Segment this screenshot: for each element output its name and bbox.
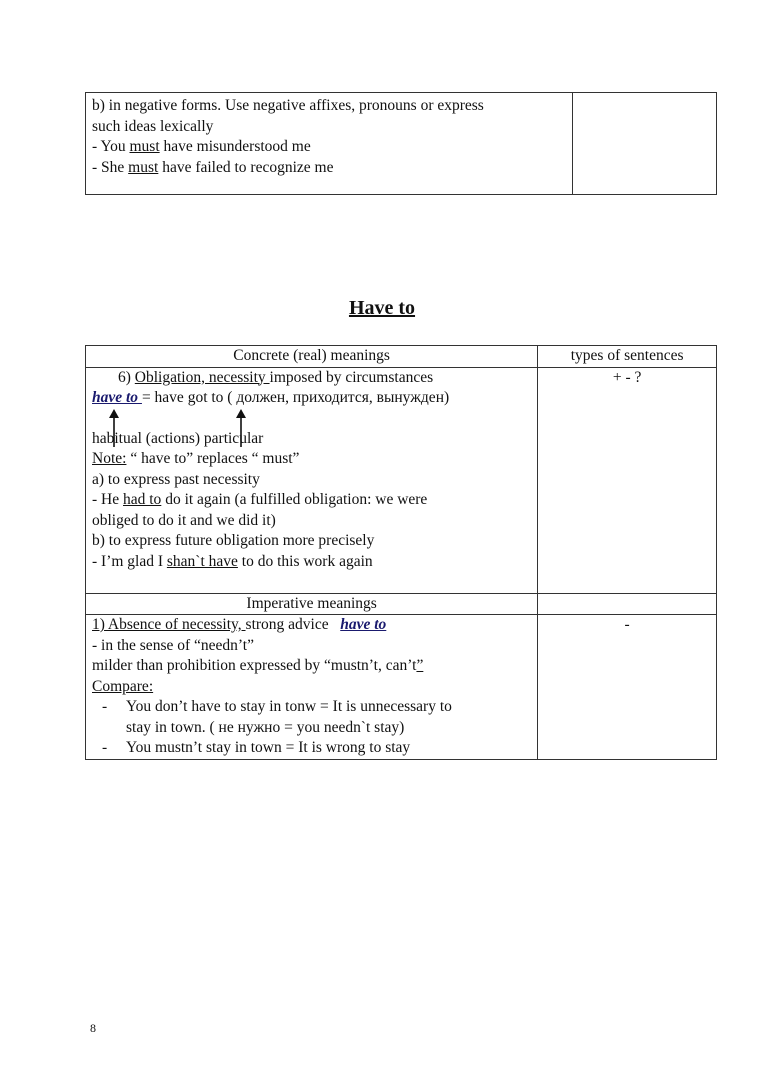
table-top-right-cell bbox=[572, 93, 716, 195]
text-line: 6) Obligation, necessity imposed by circumstances bbox=[118, 368, 434, 386]
example-line: - You must have misunderstood me bbox=[92, 138, 311, 155]
page-number: 8 bbox=[90, 1021, 96, 1035]
text-line: such ideas lexically bbox=[92, 117, 214, 135]
section-title: Have to bbox=[348, 297, 416, 319]
table-row bbox=[86, 367, 717, 593]
text-line: obliged to do it and we did it) bbox=[92, 511, 276, 529]
text-line: Note: “ have to” replaces “ must” bbox=[92, 450, 300, 467]
text-line: - He had to do it again (a fulfilled obligation: we were bbox=[92, 491, 428, 508]
types-cell: + - ? bbox=[538, 367, 717, 593]
up-arrow-icon bbox=[86, 409, 286, 449]
text-line: b) to express future obligation more precisely bbox=[92, 532, 375, 549]
text-line: a) to express past necessity bbox=[92, 470, 260, 488]
compare-list bbox=[92, 697, 531, 759]
text-line: 1) Absence of necessity, strong advice have to bbox=[92, 616, 387, 633]
header-types-of-sentences: types of sentences bbox=[538, 346, 717, 368]
list-item: - You don’t have to stay in tonw = It is unnecessary to stay in town. ( не нужно = you needn`t stay) bbox=[102, 698, 452, 736]
table-top bbox=[85, 92, 717, 195]
table-have-to bbox=[85, 345, 717, 760]
meaning-cell bbox=[86, 367, 538, 593]
text-line: - I’m glad I shan`t have to do this work again bbox=[92, 552, 373, 570]
header-empty-cell bbox=[538, 593, 717, 615]
table-row bbox=[86, 615, 717, 760]
text-line: have to = have got to ( должен, приходится, вынужден) bbox=[92, 389, 450, 406]
text-line: milder than prohibition expressed by “mustn’t, can’t” bbox=[92, 657, 424, 674]
example-line: - She must have failed to recognize me bbox=[92, 158, 334, 176]
text-line: habitual (actions) particular bbox=[92, 429, 264, 447]
types-cell: - bbox=[538, 615, 717, 760]
meaning-cell bbox=[86, 615, 538, 760]
table-top-left-cell bbox=[86, 93, 573, 195]
text-line: - in the sense of “needn’t” bbox=[92, 636, 254, 654]
text-line: b) in negative forms. Use negative affixes, pronouns or express bbox=[92, 97, 484, 114]
header-imperative-meanings: Imperative meanings bbox=[86, 593, 538, 615]
text-line: Compare: bbox=[92, 677, 154, 695]
list-item: - You mustn’t stay in town = It is wrong to stay bbox=[102, 739, 411, 756]
arrows-row bbox=[92, 409, 531, 429]
header-concrete-meanings: Concrete (real) meanings bbox=[86, 346, 538, 368]
table-subheader-row bbox=[86, 593, 717, 615]
table-header-row bbox=[86, 346, 717, 368]
